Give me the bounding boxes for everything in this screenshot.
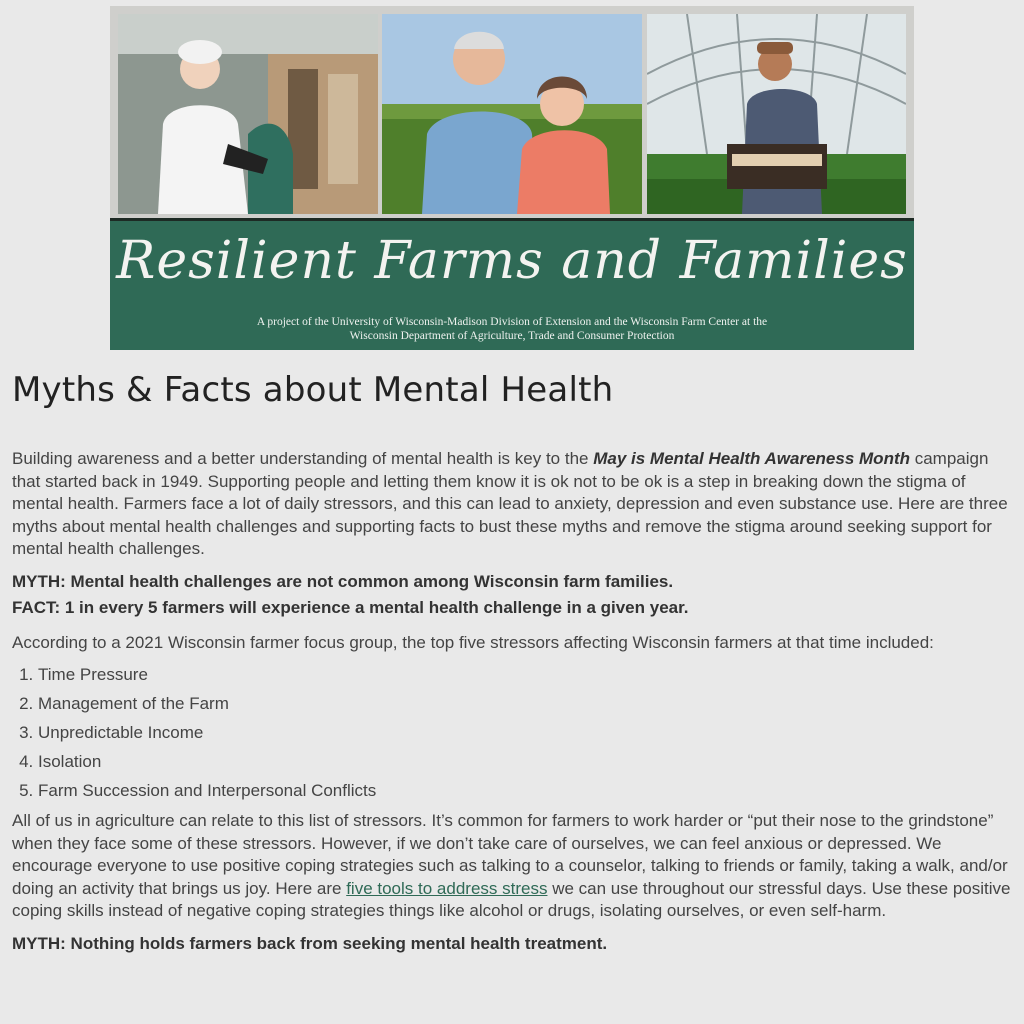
page-title: Myths & Facts about Mental Health	[12, 370, 614, 410]
intro-paragraph	[12, 448, 1012, 561]
photo-greenhouse-farmer	[647, 14, 906, 214]
stressors-list	[12, 664, 1012, 802]
stressors-intro: According to a 2021 Wisconsin farmer focus group, the top five stressors affecting Wisconsin farmers at that time included:	[12, 632, 934, 652]
five-tools-link[interactable]: five tools to address stress	[346, 878, 548, 898]
photo-dairy-worker	[118, 14, 378, 214]
myth-2: MYTH: Nothing holds farmers back from seeking mental health treatment.	[12, 933, 608, 953]
article-content	[12, 370, 1012, 955]
banner-subtitle-line2: Wisconsin Department of Agriculture, Trade and Consumer Protection	[349, 330, 675, 342]
list-item: 1. Time Pressure	[38, 664, 1012, 687]
list-item: 5. Farm Succession and Interpersonal Conflicts	[38, 780, 1012, 803]
intro-emphasis: May is Mental Health Awareness Month	[593, 449, 910, 468]
list-item: 3. Unpredictable Income	[38, 722, 1012, 745]
banner-title: Resilient Farms and Families	[116, 231, 908, 291]
fact-1: FACT: 1 in every 5 farmers will experience a mental health challenge in a given year.	[12, 598, 689, 617]
list-item: 2. Management of the Farm	[38, 693, 1012, 716]
intro-text-start: Building awareness and a better understanding of mental health is key to the	[12, 449, 594, 468]
coping-text-end: we can use throughout our stressful days. Use these positive coping skills instead of negative coping strategies things like alcohol or drugs, isolating ourselves, or even self-harm.	[12, 878, 1011, 921]
myth-1: MYTH: Mental health challenges are not common among Wisconsin farm families.	[12, 571, 674, 591]
header-banner	[110, 6, 914, 350]
coping-text-start: All of us in agriculture can relate to this list of stressors. It’s common for farmers to work harder or “put their nose to the grindstone” when they face some of these stressors. However, if we don’t take care of ourselves, we can feel anxious or depressed. We encourage everyone to use positive coping strategies such as talking to a counselor, talking to friends or family, taking a walk, and/or doing an activity that brings us joy. Here are	[12, 811, 1008, 898]
list-item: 4. Isolation	[38, 751, 1012, 774]
coping-paragraph	[12, 810, 1012, 923]
banner-subtitle-line1: A project of the University of Wisconsin-Madison Division of Extension and the Wisconsin Farm Center at the	[256, 316, 768, 328]
photo-farm-couple	[382, 14, 642, 214]
title-band	[110, 218, 914, 350]
banner-subtitle	[170, 315, 854, 343]
intro-text-end: campaign that started back in 1949. Supporting people and letting them know it is ok not to be ok is a step in breaking down the stigma of mental health. Farmers face a lot of daily stressors, and this can lead to anxiety, depression and even substance use. Here are three myths about mental health challenges and supporting facts to bust these myths and remove the stigma around seeking support for mental health challenges.	[12, 449, 1008, 558]
photo-strip	[110, 6, 914, 218]
